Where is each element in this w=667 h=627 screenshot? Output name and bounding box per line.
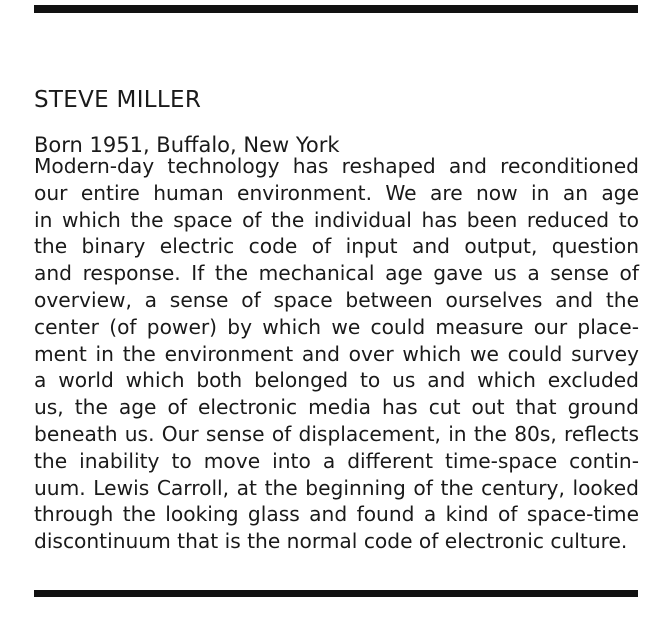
- artist-statement: [34, 153, 639, 555]
- top-divider-rule: [34, 5, 638, 13]
- statement-line: our entire human environment. We are now in an age: [34, 180, 639, 205]
- statement-line: Modern-day technology has reshaped and reconditioned: [34, 154, 639, 178]
- statement-line: overview, a sense of space between ourselves and the: [34, 287, 639, 312]
- statement-line: center (of power) by which we could measure our place-: [34, 314, 639, 339]
- statement-line: and response. If the mechanical age gave us a sense of: [34, 261, 639, 286]
- artist-name: STEVE MILLER: [34, 87, 202, 114]
- statement-line: uum. Lewis Carroll, at the beginning of the century, looked: [34, 475, 639, 500]
- bottom-divider-rule: [34, 590, 638, 597]
- statement-line: a world which both belonged to us and which excluded: [34, 368, 639, 393]
- statement-line: beneath us. Our sense of displacement, in the 80s, reflects: [34, 421, 639, 446]
- artist-birth-info: Born 1951, Buffalo, New York: [34, 133, 340, 158]
- statement-line: in which the space of the individual has been reduced to: [34, 207, 639, 232]
- statement-line: ment in the environment and over which we could survey: [34, 341, 639, 366]
- statement-line: the inability to move into a different time-space contin-: [34, 448, 639, 473]
- statement-line: the binary electric code of input and output, question: [34, 234, 639, 259]
- statement-line: discontinuum that is the normal code of electronic culture.: [34, 529, 628, 554]
- statement-line: through the looking glass and found a kind of space-time: [34, 502, 639, 527]
- statement-line: us, the age of electronic media has cut out that ground: [34, 395, 639, 420]
